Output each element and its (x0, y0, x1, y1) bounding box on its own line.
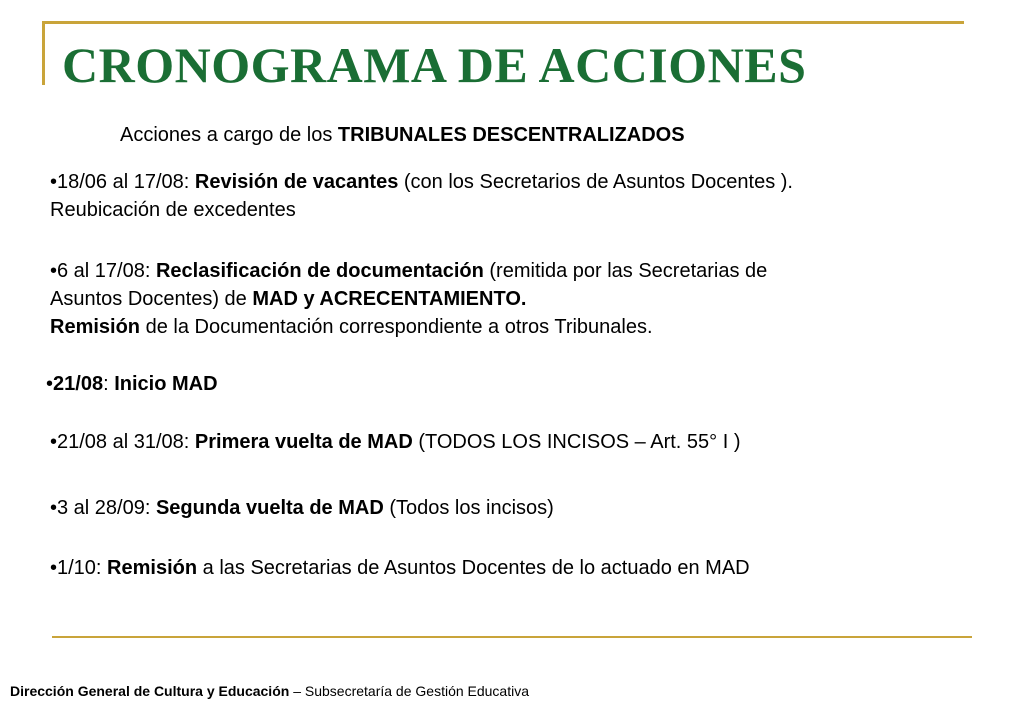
subtitle (120, 124, 685, 147)
item-line (50, 285, 767, 313)
item-detail: Asuntos Docentes) de (50, 288, 253, 310)
footer-organization: Dirección General de Cultura y Educación (10, 683, 290, 699)
schedule-item-reclasificacion (50, 257, 767, 341)
left-gold-rule (42, 21, 45, 85)
item-action: Inicio MAD (114, 373, 218, 395)
item-detail: de la Documentación correspondiente a otros Tribunales. (140, 316, 653, 338)
bullet: • (46, 373, 54, 395)
item-action: MAD y ACRECENTAMIENTO. (252, 288, 527, 310)
item-action: Reclasificación de documentación (155, 260, 484, 282)
item-detail: a las Secretarias de Asuntos Docentes de lo actuado en MAD (197, 557, 750, 579)
item-date: 21/08 (53, 373, 104, 395)
footer (10, 683, 529, 699)
item-detail: (remitida por las Secretarias de (483, 260, 768, 282)
footer-subsecretaria: – Subsecretaría de Gestión Educativa (289, 683, 530, 699)
subtitle-bold: TRIBUNALES DESCENTRALIZADOS (337, 124, 685, 146)
item-date: •6 al 17/08: (50, 260, 156, 282)
schedule-item-primera-vuelta (50, 428, 740, 456)
schedule-item-inicio-mad (46, 370, 218, 398)
schedule-item-segunda-vuelta (50, 494, 554, 522)
item-line (50, 313, 767, 341)
item-line (50, 196, 793, 224)
top-gold-rule (42, 21, 964, 24)
item-detail: Reubicación de excedentes (50, 199, 296, 221)
item-date: •21/08 al 31/08: (50, 431, 195, 453)
item-detail: (con los Secretarios de Asuntos Docentes ). (398, 171, 793, 193)
page-title: CRONOGRAMA DE ACCIONES (62, 37, 807, 93)
item-action: Remisión (107, 557, 198, 579)
item-action: Revisión de vacantes (194, 171, 399, 193)
item-detail: (TODOS LOS INCISOS – Art. 55° I ) (412, 431, 741, 453)
schedule-item-revision (50, 168, 793, 224)
item-line (50, 168, 793, 196)
item-detail: (Todos los incisos) (383, 497, 554, 519)
item-action: Primera vuelta de MAD (194, 431, 413, 453)
bottom-gold-rule (52, 636, 972, 638)
item-date: •3 al 28/09: (50, 497, 156, 519)
subtitle-prefix: Acciones a cargo de los (120, 124, 338, 146)
item-line (50, 257, 767, 285)
item-action: Remisión (50, 316, 141, 338)
item-date: •1/10: (50, 557, 108, 579)
separator: : (103, 373, 115, 395)
item-date: •18/06 al 17/08: (50, 171, 195, 193)
schedule-item-remision (50, 554, 750, 582)
item-action: Segunda vuelta de MAD (155, 497, 384, 519)
